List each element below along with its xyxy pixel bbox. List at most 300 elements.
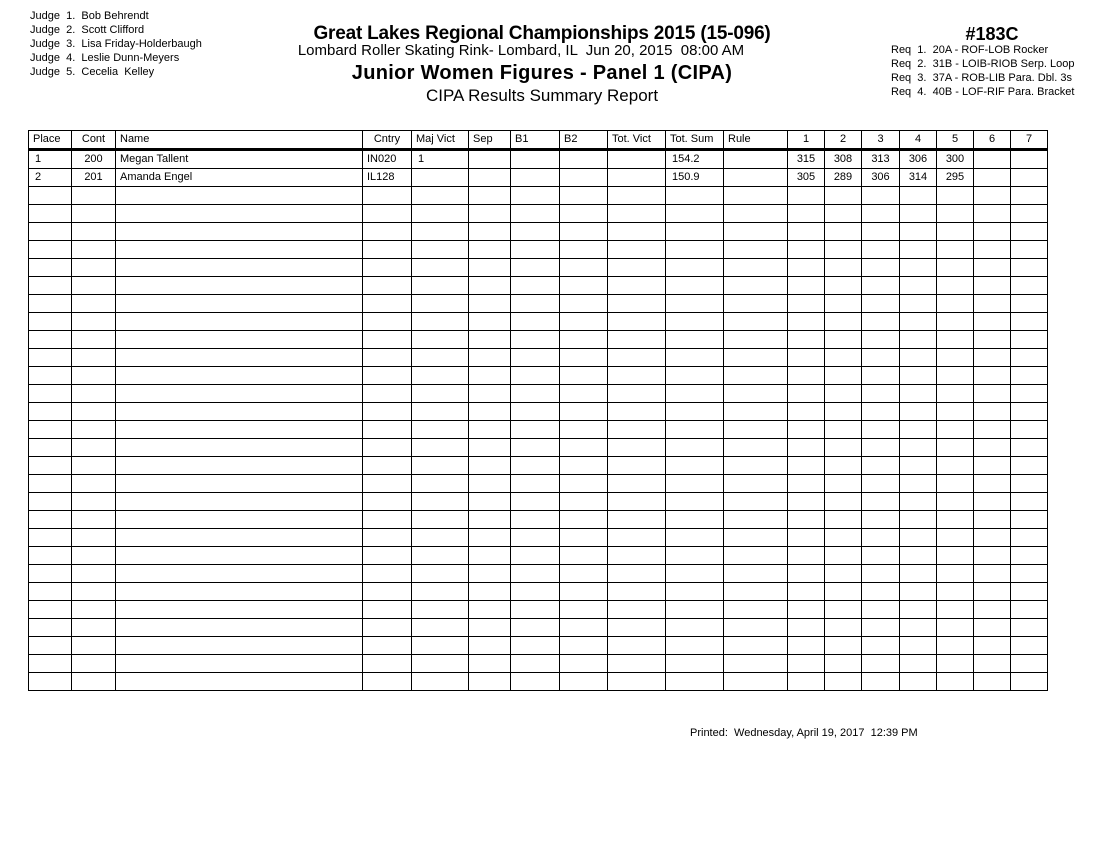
empty-cell [116, 601, 363, 619]
empty-cell [900, 673, 937, 691]
empty-cell [511, 349, 560, 367]
empty-cell [825, 655, 862, 673]
table-row-empty [29, 475, 1048, 493]
empty-cell [412, 277, 469, 295]
empty-cell [412, 583, 469, 601]
empty-cell [469, 529, 511, 547]
empty-cell [937, 205, 974, 223]
empty-cell [1011, 259, 1048, 277]
category-title: Junior Women Figures - Panel 1 (CIPA) [351, 62, 733, 84]
empty-cell [511, 565, 560, 583]
requirement-text: 31B - LOIB-RIOB Serp. Loop [932, 58, 1075, 70]
empty-cell [974, 259, 1011, 277]
table-row-empty [29, 349, 1048, 367]
empty-cell [974, 619, 1011, 637]
cell-judge-4: 314 [900, 169, 937, 187]
empty-cell [72, 223, 116, 241]
empty-cell [560, 223, 608, 241]
empty-cell [666, 295, 724, 313]
empty-cell [511, 637, 560, 655]
empty-cell [974, 241, 1011, 259]
empty-cell [862, 367, 900, 385]
empty-cell [862, 565, 900, 583]
empty-cell [1011, 601, 1048, 619]
table-row-empty [29, 421, 1048, 439]
empty-cell [511, 493, 560, 511]
empty-cell [974, 637, 1011, 655]
empty-cell [608, 403, 666, 421]
cell-name: Amanda Engel [116, 169, 363, 187]
empty-cell [412, 349, 469, 367]
empty-cell [724, 439, 788, 457]
table-row-empty [29, 403, 1048, 421]
table-row-empty [29, 331, 1048, 349]
empty-cell [560, 547, 608, 565]
column-header-judge-4: 4 [900, 131, 937, 150]
empty-cell [1011, 439, 1048, 457]
results-body [29, 150, 1048, 691]
table-row-empty [29, 655, 1048, 673]
empty-cell [511, 475, 560, 493]
table-row-empty [29, 565, 1048, 583]
empty-cell [900, 529, 937, 547]
empty-cell [862, 223, 900, 241]
empty-cell [469, 367, 511, 385]
empty-cell [412, 223, 469, 241]
empty-cell [608, 601, 666, 619]
empty-cell [469, 295, 511, 313]
empty-cell [511, 457, 560, 475]
event-title: Great Lakes Regional Championships 2015 (15-096) [313, 23, 771, 44]
empty-cell [560, 457, 608, 475]
empty-cell [974, 295, 1011, 313]
empty-cell [363, 367, 412, 385]
empty-cell [511, 547, 560, 565]
empty-cell [1011, 619, 1048, 637]
empty-cell [469, 475, 511, 493]
empty-cell [469, 403, 511, 421]
empty-cell [862, 493, 900, 511]
empty-cell [29, 205, 72, 223]
column-header-cntry: Cntry [363, 131, 412, 150]
empty-cell [511, 205, 560, 223]
empty-cell [412, 331, 469, 349]
empty-cell [511, 583, 560, 601]
empty-cell [862, 421, 900, 439]
empty-cell [116, 205, 363, 223]
empty-cell [1011, 295, 1048, 313]
empty-cell [412, 529, 469, 547]
empty-cell [825, 385, 862, 403]
cell-rule [724, 150, 788, 169]
empty-cell [469, 673, 511, 691]
empty-cell [974, 673, 1011, 691]
empty-cell [1011, 277, 1048, 295]
empty-cell [412, 403, 469, 421]
table-row-empty [29, 601, 1048, 619]
table-row-empty [29, 619, 1048, 637]
empty-cell [724, 349, 788, 367]
empty-cell [974, 583, 1011, 601]
empty-cell [937, 385, 974, 403]
empty-cell [363, 547, 412, 565]
judge-1 [30, 9, 202, 23]
table-row-empty [29, 637, 1048, 655]
cell-name: Megan Tallent [116, 150, 363, 169]
empty-cell [1011, 583, 1048, 601]
column-header-b1: B1 [511, 131, 560, 150]
empty-cell [560, 493, 608, 511]
column-header-judge-7: 7 [1011, 131, 1048, 150]
empty-cell [29, 331, 72, 349]
table-row-empty [29, 313, 1048, 331]
empty-cell [666, 187, 724, 205]
empty-cell [788, 511, 825, 529]
empty-cell [724, 277, 788, 295]
empty-cell [974, 493, 1011, 511]
empty-cell [724, 493, 788, 511]
cell-tot-sum: 150.9 [666, 169, 724, 187]
empty-cell [1011, 637, 1048, 655]
empty-cell [469, 259, 511, 277]
empty-cell [937, 295, 974, 313]
empty-cell [788, 619, 825, 637]
empty-cell [29, 475, 72, 493]
empty-cell [469, 313, 511, 331]
empty-cell [666, 457, 724, 475]
empty-cell [724, 583, 788, 601]
table-row-empty [29, 529, 1048, 547]
table-row-empty [29, 295, 1048, 313]
empty-cell [608, 313, 666, 331]
judges-list [30, 9, 202, 79]
empty-cell [788, 637, 825, 655]
empty-cell [363, 223, 412, 241]
requirement-1 [891, 43, 1074, 57]
empty-cell [511, 259, 560, 277]
empty-cell [724, 619, 788, 637]
empty-cell [72, 295, 116, 313]
empty-cell [900, 637, 937, 655]
empty-cell [825, 403, 862, 421]
empty-cell [608, 655, 666, 673]
empty-cell [825, 601, 862, 619]
empty-cell [29, 493, 72, 511]
empty-cell [608, 637, 666, 655]
empty-cell [937, 259, 974, 277]
empty-cell [412, 601, 469, 619]
judge-5 [30, 65, 202, 79]
empty-cell [1011, 457, 1048, 475]
empty-cell [974, 205, 1011, 223]
column-header-cont: Cont [72, 131, 116, 150]
empty-cell [412, 205, 469, 223]
empty-cell [469, 637, 511, 655]
empty-cell [900, 331, 937, 349]
empty-cell [29, 385, 72, 403]
cell-maj-vict [412, 169, 469, 187]
empty-cell [825, 367, 862, 385]
empty-cell [900, 493, 937, 511]
empty-cell [788, 529, 825, 547]
empty-cell [116, 529, 363, 547]
empty-cell [825, 349, 862, 367]
empty-cell [862, 277, 900, 295]
empty-cell [666, 547, 724, 565]
empty-cell [900, 403, 937, 421]
empty-cell [72, 637, 116, 655]
empty-cell [666, 277, 724, 295]
empty-cell [116, 457, 363, 475]
empty-cell [724, 673, 788, 691]
empty-cell [825, 511, 862, 529]
column-header-judge-2: 2 [825, 131, 862, 150]
cell-sep [469, 150, 511, 169]
empty-cell [825, 331, 862, 349]
empty-cell [412, 457, 469, 475]
empty-cell [116, 439, 363, 457]
empty-cell [469, 187, 511, 205]
table-row-empty [29, 205, 1048, 223]
empty-cell [363, 385, 412, 403]
requirement-label: Req 3. [891, 72, 927, 84]
empty-cell [560, 187, 608, 205]
empty-cell [974, 511, 1011, 529]
empty-cell [937, 493, 974, 511]
empty-cell [974, 457, 1011, 475]
empty-cell [29, 547, 72, 565]
empty-cell [363, 583, 412, 601]
table-row-empty [29, 583, 1048, 601]
judge-label: Judge 4. [30, 52, 76, 64]
empty-cell [72, 583, 116, 601]
empty-cell [363, 241, 412, 259]
empty-cell [72, 511, 116, 529]
table-row-empty [29, 511, 1048, 529]
empty-cell [363, 457, 412, 475]
empty-cell [511, 241, 560, 259]
empty-cell [29, 277, 72, 295]
empty-cell [900, 619, 937, 637]
empty-cell [560, 367, 608, 385]
empty-cell [560, 259, 608, 277]
empty-cell [29, 655, 72, 673]
empty-cell [862, 259, 900, 277]
judge-name: Leslie Dunn-Meyers [81, 52, 180, 64]
empty-cell [72, 619, 116, 637]
empty-cell [560, 673, 608, 691]
empty-cell [788, 331, 825, 349]
empty-cell [862, 439, 900, 457]
empty-cell [608, 439, 666, 457]
empty-cell [724, 601, 788, 619]
empty-cell [900, 205, 937, 223]
empty-cell [862, 457, 900, 475]
empty-cell [825, 313, 862, 331]
empty-cell [900, 439, 937, 457]
empty-cell [29, 619, 72, 637]
empty-cell [412, 439, 469, 457]
empty-cell [900, 241, 937, 259]
empty-cell [469, 619, 511, 637]
empty-cell [608, 583, 666, 601]
empty-cell [974, 187, 1011, 205]
empty-cell [1011, 241, 1048, 259]
empty-cell [363, 637, 412, 655]
empty-cell [666, 673, 724, 691]
empty-cell [469, 565, 511, 583]
empty-cell [469, 601, 511, 619]
empty-cell [900, 655, 937, 673]
empty-cell [900, 187, 937, 205]
empty-cell [29, 565, 72, 583]
empty-cell [825, 475, 862, 493]
empty-cell [666, 241, 724, 259]
empty-cell [666, 223, 724, 241]
column-header-judge-3: 3 [862, 131, 900, 150]
empty-cell [29, 403, 72, 421]
empty-cell [974, 547, 1011, 565]
empty-cell [560, 205, 608, 223]
empty-cell [900, 475, 937, 493]
empty-cell [825, 583, 862, 601]
empty-cell [666, 637, 724, 655]
empty-cell [1011, 187, 1048, 205]
empty-cell [974, 313, 1011, 331]
column-header-tot-vict: Tot. Vict [608, 131, 666, 150]
empty-cell [29, 583, 72, 601]
empty-cell [1011, 331, 1048, 349]
empty-cell [608, 619, 666, 637]
empty-cell [116, 349, 363, 367]
empty-cell [72, 187, 116, 205]
empty-cell [29, 421, 72, 439]
empty-cell [560, 619, 608, 637]
empty-cell [363, 277, 412, 295]
empty-cell [29, 601, 72, 619]
empty-cell [116, 619, 363, 637]
empty-cell [412, 511, 469, 529]
empty-cell [900, 259, 937, 277]
empty-cell [116, 583, 363, 601]
table-row-empty [29, 457, 1048, 475]
empty-cell [788, 547, 825, 565]
empty-cell [937, 529, 974, 547]
empty-cell [900, 295, 937, 313]
empty-cell [29, 259, 72, 277]
table-header-row [29, 131, 1048, 150]
empty-cell [900, 565, 937, 583]
empty-cell [1011, 511, 1048, 529]
empty-cell [666, 439, 724, 457]
empty-cell [974, 475, 1011, 493]
empty-cell [116, 565, 363, 583]
empty-cell [788, 493, 825, 511]
empty-cell [788, 349, 825, 367]
empty-cell [788, 439, 825, 457]
empty-cell [937, 673, 974, 691]
empty-cell [666, 421, 724, 439]
empty-cell [788, 187, 825, 205]
empty-cell [1011, 565, 1048, 583]
empty-cell [412, 385, 469, 403]
table-row-empty [29, 367, 1048, 385]
empty-cell [825, 259, 862, 277]
empty-cell [560, 637, 608, 655]
empty-cell [29, 529, 72, 547]
empty-cell [363, 439, 412, 457]
empty-cell [825, 673, 862, 691]
empty-cell [72, 313, 116, 331]
empty-cell [469, 241, 511, 259]
empty-cell [974, 349, 1011, 367]
empty-cell [29, 187, 72, 205]
empty-cell [72, 673, 116, 691]
cell-cont: 201 [72, 169, 116, 187]
empty-cell [862, 403, 900, 421]
empty-cell [900, 421, 937, 439]
requirement-text: 37A - ROB-LIB Para. Dbl. 3s [932, 72, 1072, 84]
empty-cell [900, 313, 937, 331]
empty-cell [116, 187, 363, 205]
judge-name: Bob Behrendt [81, 10, 149, 22]
empty-cell [412, 493, 469, 511]
table-row-empty [29, 547, 1048, 565]
empty-cell [937, 241, 974, 259]
empty-cell [666, 403, 724, 421]
empty-cell [72, 349, 116, 367]
empty-cell [469, 511, 511, 529]
empty-cell [900, 457, 937, 475]
empty-cell [937, 331, 974, 349]
empty-cell [1011, 475, 1048, 493]
requirement-text: 40B - LOF-RIF Para. Bracket [932, 86, 1075, 98]
empty-cell [116, 259, 363, 277]
empty-cell [72, 475, 116, 493]
requirement-text: 20A - ROF-LOB Rocker [932, 44, 1049, 56]
empty-cell [937, 187, 974, 205]
empty-cell [560, 349, 608, 367]
empty-cell [29, 241, 72, 259]
empty-cell [511, 223, 560, 241]
cell-tot-vict [608, 169, 666, 187]
empty-cell [511, 601, 560, 619]
empty-cell [29, 511, 72, 529]
cell-judge-4: 306 [900, 150, 937, 169]
empty-cell [560, 475, 608, 493]
empty-cell [116, 637, 363, 655]
empty-cell [116, 367, 363, 385]
empty-cell [412, 655, 469, 673]
empty-cell [72, 565, 116, 583]
empty-cell [72, 529, 116, 547]
table-row-empty [29, 241, 1048, 259]
empty-cell [363, 493, 412, 511]
empty-cell [788, 475, 825, 493]
judge-name: Cecelia Kelley [81, 66, 155, 78]
empty-cell [363, 475, 412, 493]
empty-cell [788, 421, 825, 439]
empty-cell [900, 601, 937, 619]
empty-cell [937, 277, 974, 295]
judge-4 [30, 51, 202, 65]
empty-cell [937, 223, 974, 241]
empty-cell [560, 583, 608, 601]
empty-cell [825, 223, 862, 241]
empty-cell [862, 547, 900, 565]
cell-judge-1: 305 [788, 169, 825, 187]
empty-cell [116, 421, 363, 439]
